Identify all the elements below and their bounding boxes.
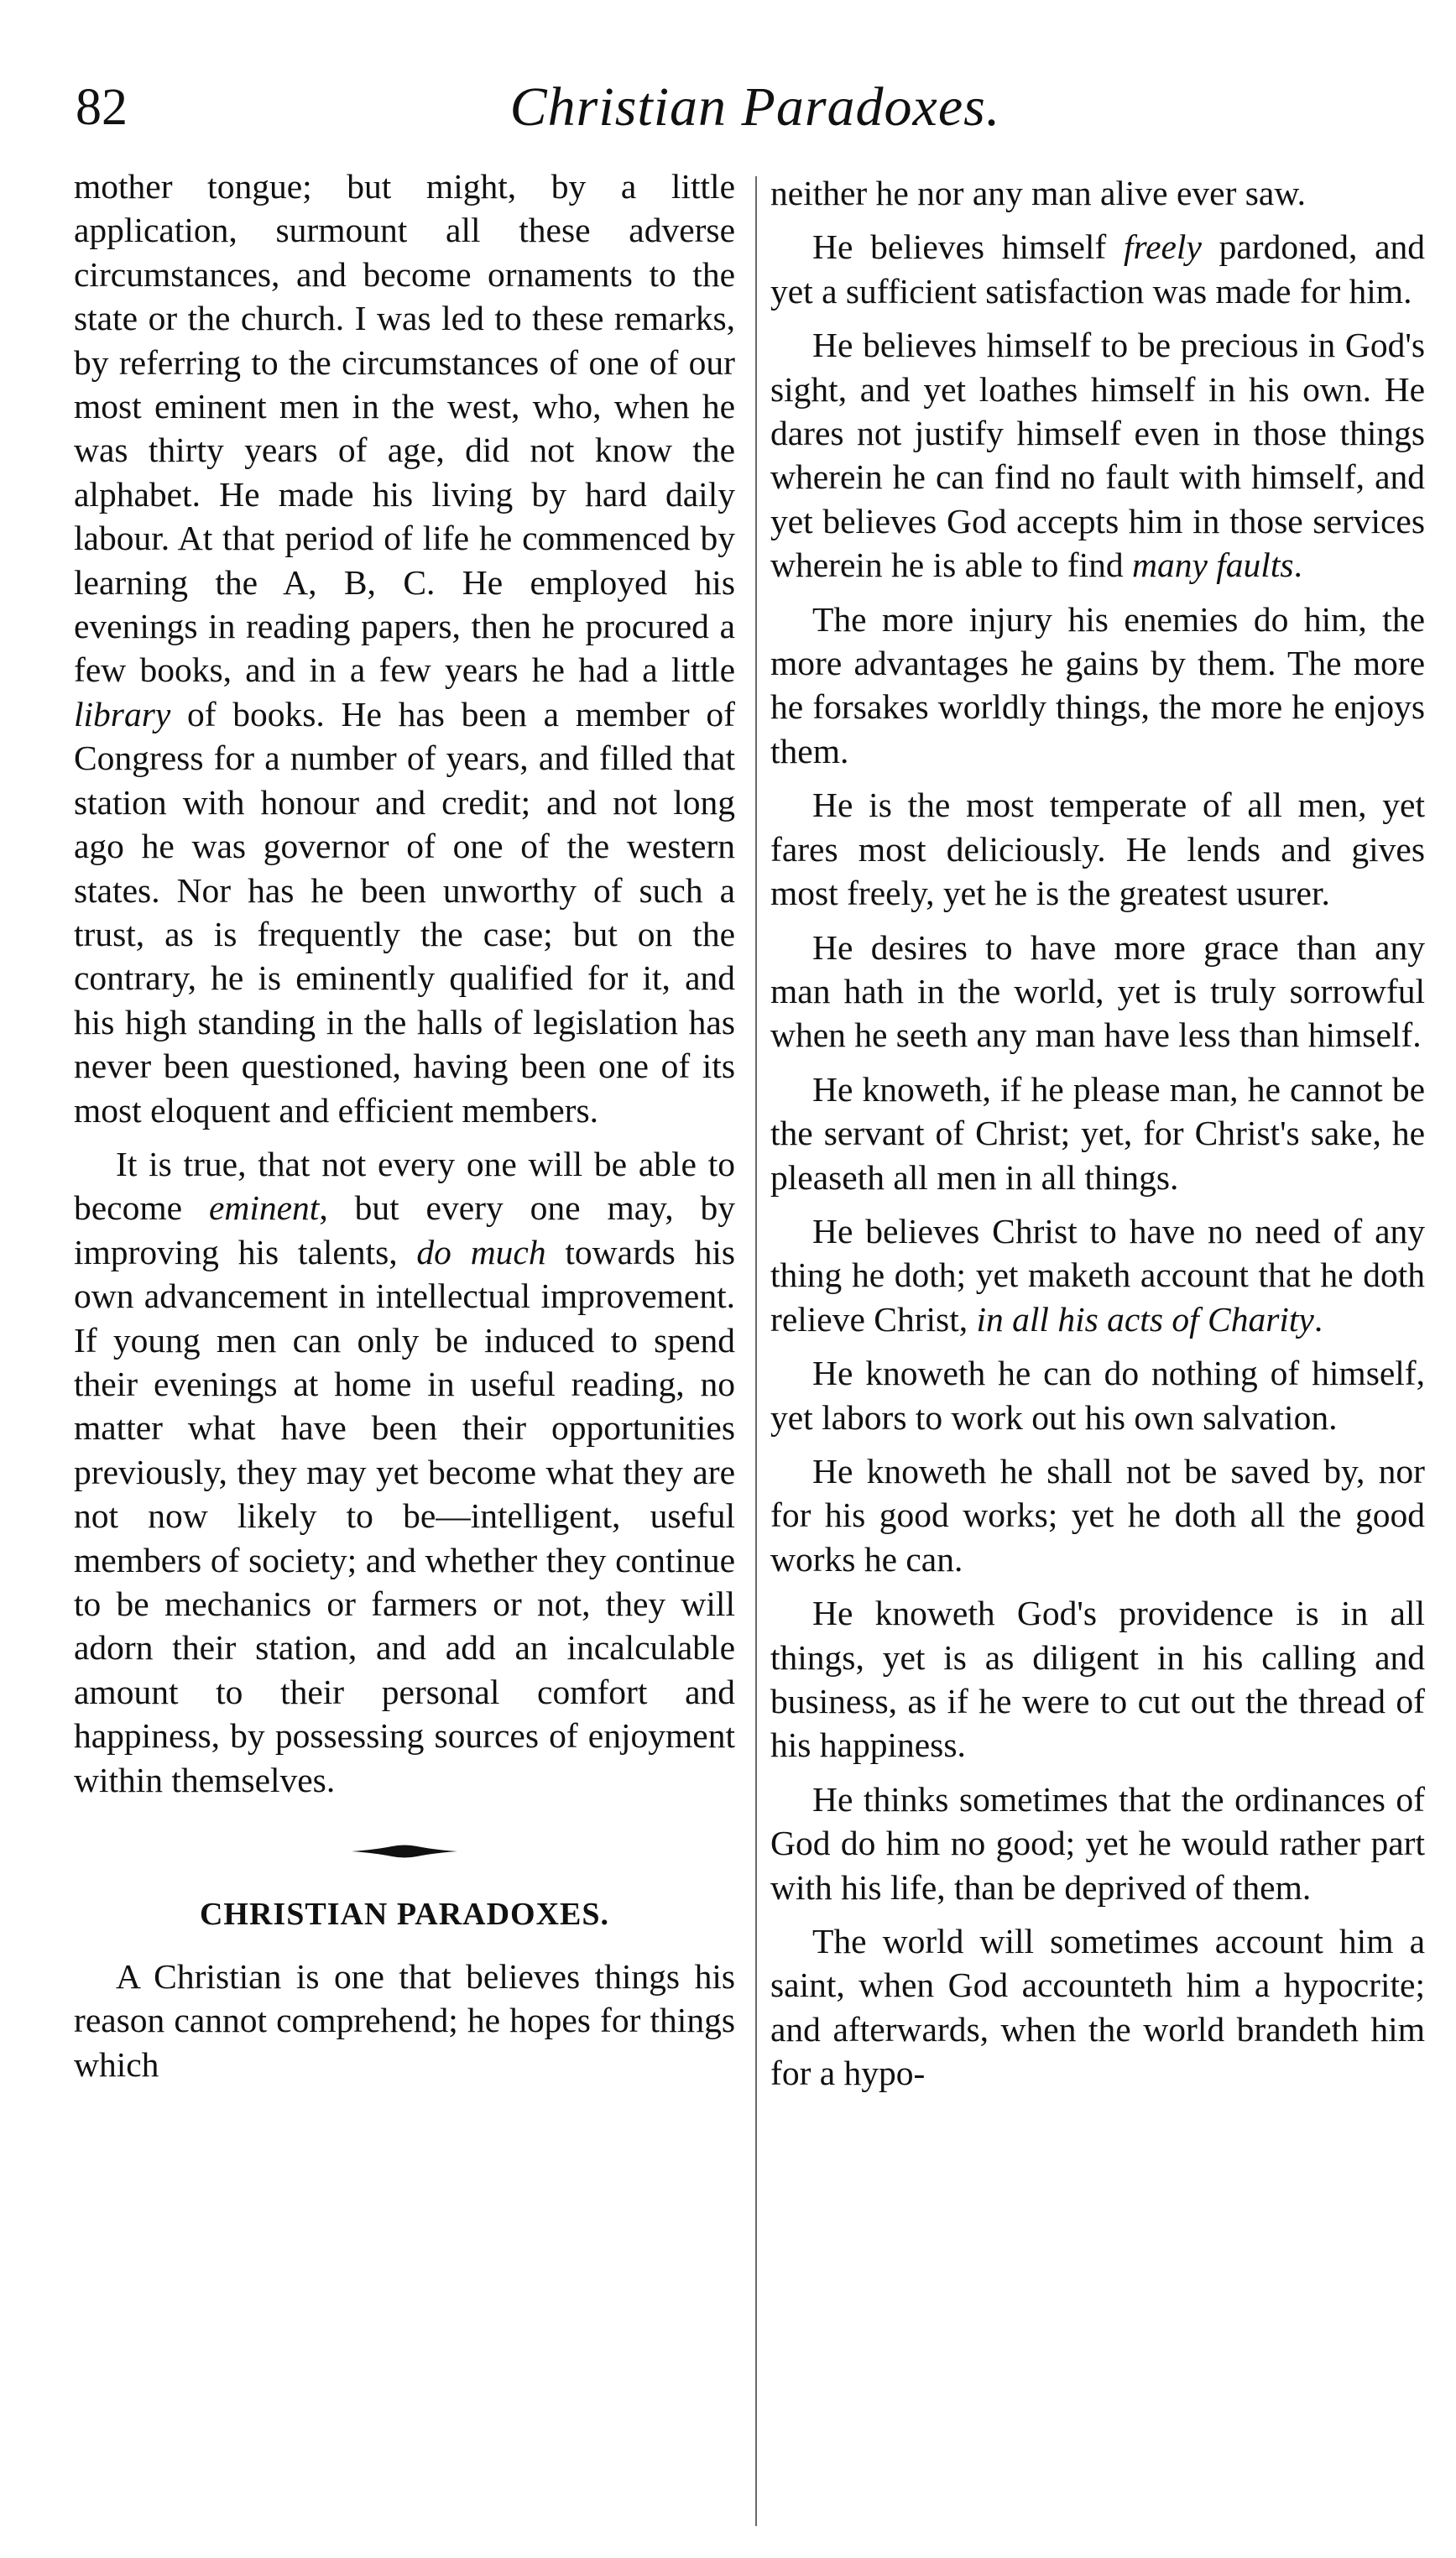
right-paragraph-11: He knoweth God's providence is in all things, yet is as diligent in his calling and business, as if he were to cut out the thread of his happiness. xyxy=(770,1594,1425,1765)
right-paragraph-4: The more injury his enemies do him, the more advantages he gains by them. The more he forsakes worldly things, the more he enjoys them. xyxy=(770,599,1425,770)
page-number: 82 xyxy=(76,79,128,136)
right-paragraph-5: He is the most temperate of all men, yet fares most deliciously. He lends and gives most freely, yet he is the greatest usurer. xyxy=(770,786,1425,913)
right-paragraph-7: He knoweth, if he please man, he cannot be the servant of Christ; yet, for Christ's sake, he pleaseth all men in all things. xyxy=(770,1069,1425,1197)
page-header xyxy=(76,65,1435,158)
right-paragraph-2: He believes himself freely pardoned, and yet a sufficient satisfaction was made for him. xyxy=(770,227,1425,311)
ornamental-rule-icon xyxy=(74,1822,735,1881)
right-paragraph-8: He believes Christ to have no need of any thing he doth; yet maketh account that he doth relieve Christ, in all his acts of Charity. xyxy=(770,1211,1425,1339)
left-paragraph-1: mother tongue; but might, by a little application, surmount all these adverse circumstances, and become ornaments to the state or the church. I was led to these remarks, by referring to the circumstances of one of our most eminent men in the west, who, when he was thirty years of age, did not know the alphabet. He made his living by hard daily labour. At that period of life he commenced by learning the A, B, C. He employed his evenings in reading papers, then he procured a few books, and in a few years he had a little library of books. He has been a member of Congress for a number of years, and filled that station with honour and credit; and not long ago he was governor of one of the western states. Nor has he been unworthy of such a trust, as is frequently the case; but on the contrary, he is eminently qualified for it, and his high standing in the halls of legislation has never been questioned, having been one of its most eloquent and efficient members. xyxy=(74,167,735,1130)
left-paragraph-3: A Christian is one that believes things his reason cannot comprehend; he hopes for things which xyxy=(74,1957,735,2084)
section-heading: CHRISTIAN PARADOXES. xyxy=(199,1897,610,1933)
right-paragraph-6: He desires to have more grace than any man hath in the world, yet is truly sorrowful when he seeth any man have less than himself. xyxy=(770,927,1425,1055)
left-paragraph-2: It is true, that not every one will be able to become eminent, but every one may, by improving his talents, do much towards his own advancement in intellectual improvement. If young men can only be induced to spend their evenings at home in useful reading, no matter what have been their opportunities previously, they may yet become what they are not now likely to be—intelligent, useful members of society; and whether they continue to be mechanics or farmers or not, they will adorn their station, and add an incalculable amount to their personal comfort and happiness, by possessing sources of enjoyment within themselves. xyxy=(74,1144,736,1799)
right-paragraph-13: The world will sometimes account him a saint, when God accounteth him a hypocrite; and afterwards, when the world brandeth him for a hypo- xyxy=(770,1922,1425,2093)
running-title: Christian Paradoxes. xyxy=(509,76,1001,138)
right-paragraph-3: He believes himself to be precious in God's sight, and yet loathes himself in his own. He dares not justify himself even in those things wherein he can find no fault with himself, and yet believes God accepts him in those services wherein he is able to find many faults. xyxy=(770,326,1425,585)
right-paragraph-12: He thinks sometimes that the ordinances of God do him no good; yet he would rather part with his life, than be deprived of them. xyxy=(770,1779,1425,1907)
column-divider xyxy=(755,176,757,2526)
right-paragraph-10: He knoweth he shall not be saved by, nor for his good works; yet he doth all the good works he can. xyxy=(770,1451,1425,1579)
right-paragraph-9: He knoweth he can do nothing of himself, yet labors to work out his own salvation. xyxy=(770,1354,1425,1437)
right-paragraph-1: neither he nor any man alive ever saw. xyxy=(770,174,1306,212)
right-column xyxy=(770,171,1425,2106)
left-column xyxy=(74,164,735,2096)
